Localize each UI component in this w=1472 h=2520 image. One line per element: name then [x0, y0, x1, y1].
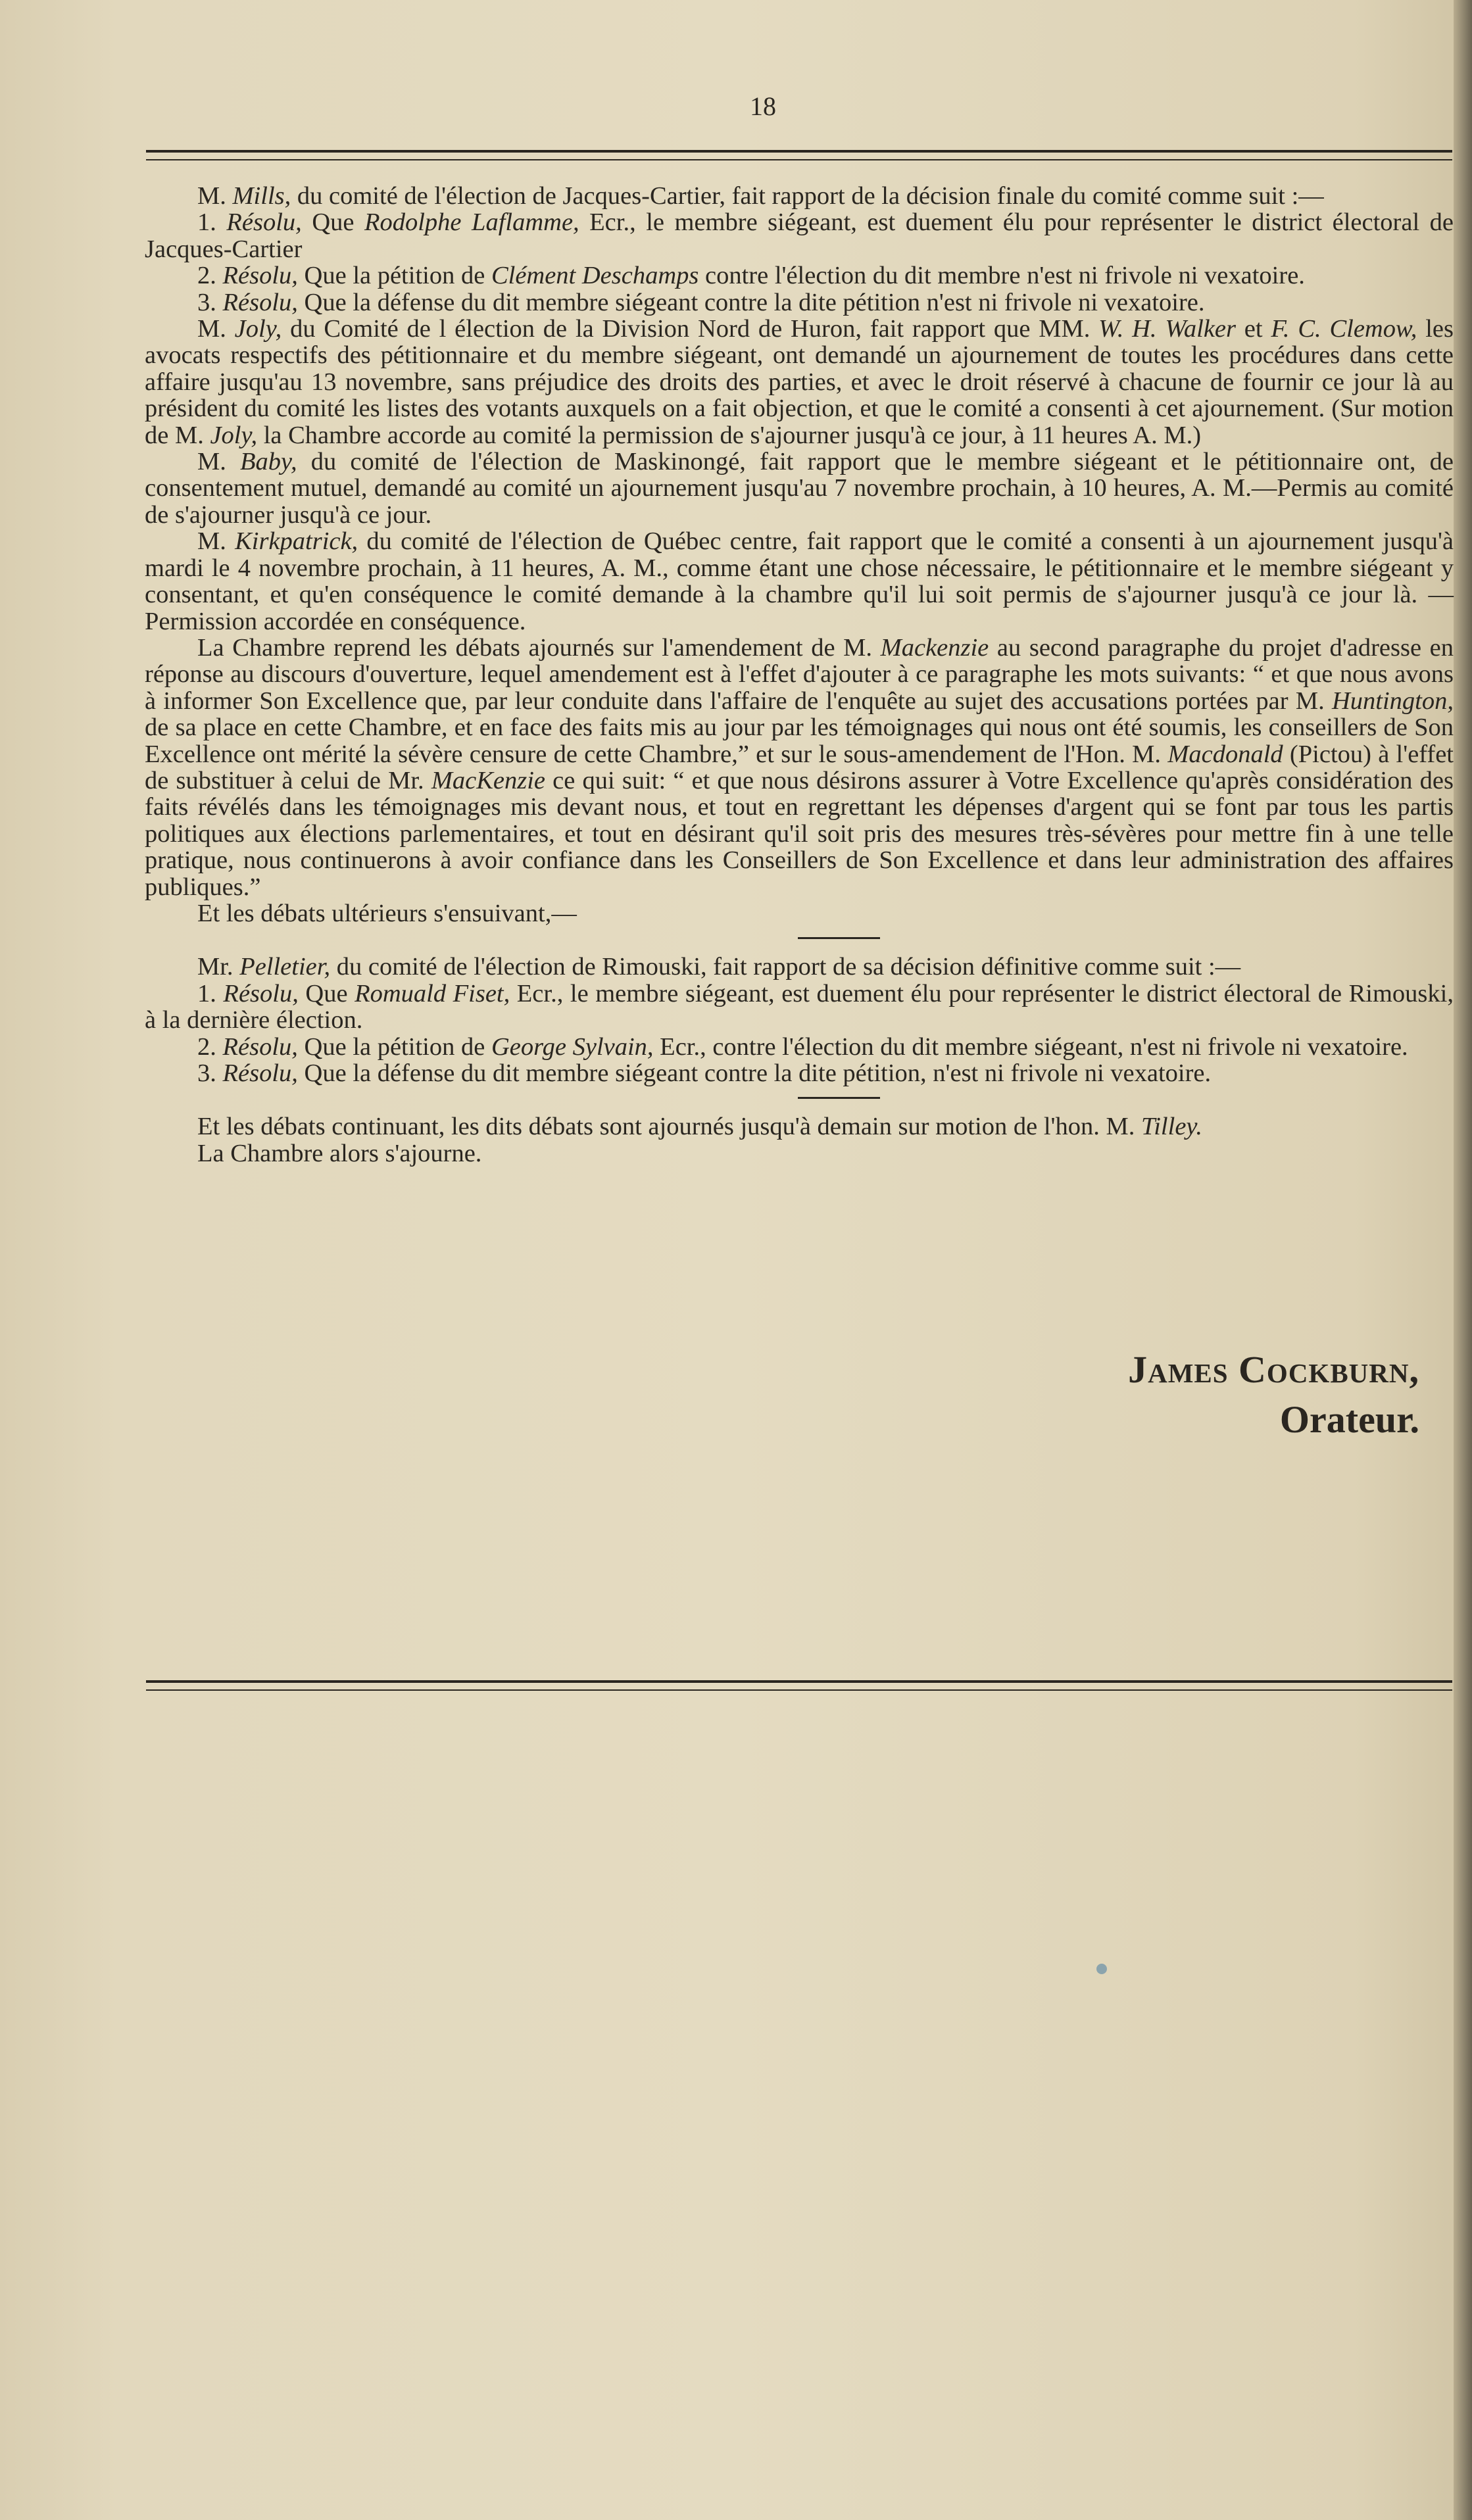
paragraph-pelletier-report: [145, 954, 1454, 980]
paragraph-joly-report: [145, 316, 1454, 448]
italic-name: Clément Deschamps: [491, 262, 699, 290]
text-run: Que la pétition de: [297, 262, 491, 290]
speaker-name: James Cockburn,: [1128, 1348, 1419, 1391]
italic-name: Tilley.: [1141, 1113, 1203, 1141]
text-run: Que la défense du dit membre siégeant contre la dite pétition n'est ni frivole ni vexatoire.: [297, 288, 1205, 316]
ink-speck: [1096, 1964, 1107, 1974]
paragraph-house-adjourns: [145, 1140, 1454, 1167]
text-run: Que: [298, 979, 355, 1007]
italic-name: Macdonald: [1167, 740, 1283, 768]
italic-name: Joly,: [210, 421, 258, 449]
text-run: Que la pétition de: [297, 1032, 491, 1061]
section-divider: [798, 1097, 880, 1099]
italic-name: Résolu,: [222, 262, 298, 290]
paragraph-baby-report: [145, 448, 1454, 528]
text-run: 2.: [197, 1032, 223, 1061]
italic-name: Résolu,: [222, 1032, 298, 1061]
italic-name: F. C. Clemow,: [1271, 315, 1417, 343]
italic-name: W. H. Walker: [1098, 315, 1236, 343]
text-run: La Chambre reprend les débats ajournés sur l'amendement de M.: [197, 633, 881, 662]
text-run: M.: [197, 448, 241, 476]
paragraph-resolution-1: [145, 209, 1454, 262]
text-run: M.: [197, 315, 235, 343]
italic-name: Mills,: [232, 182, 291, 210]
text-run: du comité de l'élection de Maskinongé, fait rapport que le membre siégeant et le pétitionnaire ont, de consentement mutuel, demandé au comité un ajournement jusqu'au 7 novembre prochain, à 10 heures, A. M.—Permis au comité de s'ajourner jusqu'à ce jour.: [145, 448, 1454, 529]
text-run: 3.: [197, 288, 223, 316]
paragraph-mills-report: [145, 183, 1454, 209]
italic-name: Joly,: [234, 315, 282, 343]
italic-name: Résolu,: [222, 1059, 298, 1087]
paragraph-resolution-3: [145, 289, 1454, 316]
page-binding-edge: [1454, 0, 1472, 2520]
paragraph-rimouski-resolution-3: [145, 1060, 1454, 1086]
signature-block: [1128, 1345, 1419, 1445]
text-run: et: [1235, 315, 1271, 343]
text-run: au second paragraphe du projet d'adresse en réponse au discours d'ouverture, lequel amendement est à l'effet d'ajouter à ce paragraphe les mots suivants: “ et que nous avons à informer Son Excellence que, par leur conduite dans l'affaire de l'enquête au sujet des accusations portées par M.: [145, 633, 1454, 715]
paragraph-resolution-2: [145, 262, 1454, 289]
text-run: Que: [301, 208, 364, 237]
section-divider: [798, 937, 880, 939]
italic-name: Mackenzie: [880, 633, 989, 662]
text-run: de sa place en cette Chambre, et en face des faits mis au jour par les témoignages qui nous ont été soumis, les conseillers de Son Excellence ont mérité la sévère censure de cette Chambre,” et sur le sous-amendement de l'Hon. M.: [145, 714, 1454, 768]
text-run: Mr.: [197, 953, 240, 981]
page-number: 18: [750, 91, 776, 121]
paragraph-rimouski-resolution-1: [145, 981, 1454, 1034]
text-run: M.: [197, 182, 233, 210]
italic-name: Huntington,: [1331, 687, 1454, 715]
text-run: (Pictou) à l'effet de substituer à celui de Mr.: [145, 740, 1454, 794]
text-run: Que la défense du dit membre siégeant contre la dite pétition, n'est ni frivole ni vexatoire.: [297, 1059, 1212, 1087]
text-run: Ecr., le membre siégeant, est duement élu pour représenter le district électoral de Jacques-Cartier: [145, 208, 1454, 263]
italic-name: Résolu,: [223, 979, 299, 1007]
text-run: 3.: [197, 1059, 223, 1087]
text-run: La Chambre alors s'ajourne.: [197, 1139, 482, 1167]
text-run: 1.: [197, 979, 224, 1007]
text-run: Ecr., le membre siégeant, est duement élu pour représenter le district électoral de Rimouski, à la dernière élection.: [145, 979, 1454, 1034]
text-run: les avocats respectifs des pétitionnaire et du membre siégeant, ont demandé un ajournement de toutes les procédures dans cette affaire jusqu'au 13 novembre, sans préjudice des droits des parties, et avec le droit réservé à chacune de fournir ce jour là au président du comité les listes des votants auxquels on a fait objection, et que le comité a consenti à cet ajournement. (Sur motion de M.: [145, 315, 1454, 449]
text-run: du Comité de l élection de la Division Nord de Huron, fait rapport que MM.: [282, 315, 1099, 343]
text-run: Et les débats continuant, les dits débats sont ajournés jusqu'à demain sur motion de l'hon. M.: [197, 1113, 1141, 1141]
text-run: la Chambre accorde au comité la permission de s'ajourner jusqu'à ce jour, à 11 heures A. M.): [257, 421, 1202, 449]
italic-name: Résolu,: [226, 208, 302, 237]
italic-name: Rodolphe Laflamme,: [364, 208, 579, 237]
paragraph-kirkpatrick-report: [145, 528, 1454, 635]
paragraph-debate-continuing: [145, 900, 1454, 927]
italic-name: MacKenzie: [431, 766, 546, 794]
footer-rule: [146, 1680, 1452, 1691]
text-run: du comité de l'élection de Québec centre, fait rapport que le comité a consenti à un ajournement jusqu'à mardi le 4 novembre prochain, à 11 heures, A. M., comme étant une chose nécessaire, le pétitionnaire et le membre siégeant y consentant, et qu'en conséquence le comité demande à la chambre qu'il lui soit permis de s'ajourner jusqu'à ce jour là. —Permission accordée en conséquence.: [145, 527, 1454, 635]
header-rule: [146, 150, 1452, 160]
italic-name: Pelletier,: [239, 953, 331, 981]
paragraph-rimouski-resolution-2: [145, 1034, 1454, 1060]
italic-name: Romuald Fiset,: [355, 979, 510, 1007]
italic-name: George Sylvain,: [491, 1032, 654, 1061]
italic-name: Résolu,: [222, 288, 298, 316]
italic-name: Baby,: [240, 448, 297, 476]
italic-name: Kirkpatrick,: [235, 527, 358, 556]
text-run: Et les débats ultérieurs s'ensuivant,—: [197, 899, 577, 927]
text-run: contre l'élection du dit membre n'est ni frivole ni vexatoire.: [699, 262, 1305, 290]
text-run: du comité de l'élection de Rimouski, fait rapport de sa décision définitive comme suit :—: [330, 953, 1241, 981]
text-run: 1.: [197, 208, 227, 237]
text-run: Ecr., contre l'élection du dit membre siégeant, n'est ni frivole ni vexatoire.: [653, 1032, 1408, 1061]
paragraph-debate-amendment: [145, 635, 1454, 900]
speaker-title: Orateur.: [1279, 1398, 1419, 1441]
text-run: du comité de l'élection de Jacques-Cartier, fait rapport de la décision finale du comité comme suit :—: [291, 182, 1324, 210]
text-run: 2.: [197, 262, 223, 290]
paragraph-adjourned-debate: [145, 1113, 1454, 1140]
text-run: ce qui suit: “ et que nous désirons assurer à Votre Excellence qu'après considération des faits révélés dans les témoignages mis devant nous, et tout en regrettant les dépenses d'argent qui se font par tous les partis politiques aux élections parlementaires, et tout en désirant qu'il soit pris des mesures très-sévères pour mettre fin à une telle pratique, nous continuerons à avoir confiance dans les Conseillers de Son Excellence et dans leur administration des affaires publiques.”: [145, 766, 1454, 901]
text-run: M.: [197, 527, 235, 556]
proceedings-text: [145, 183, 1454, 1167]
